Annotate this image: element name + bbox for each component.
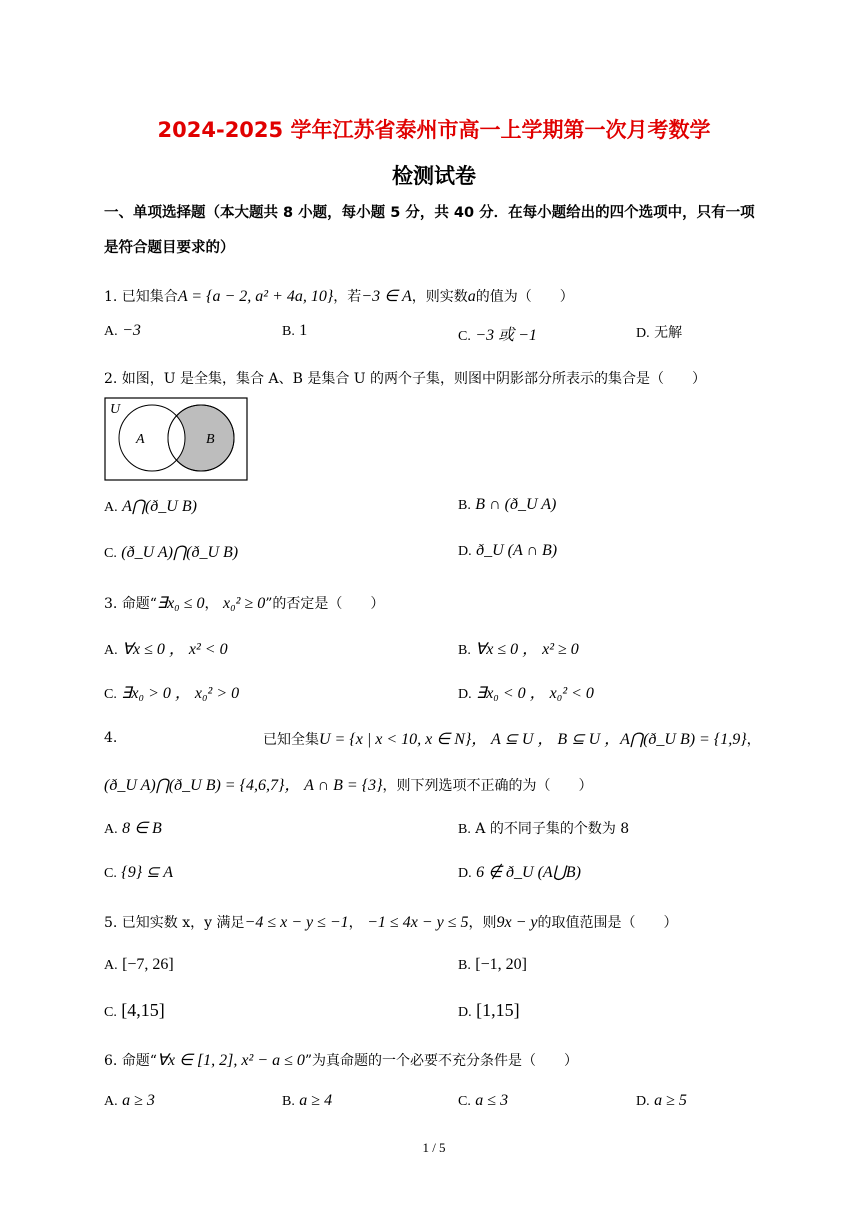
q1-prefix: 1. 已知集合 (104, 289, 178, 305)
q6-option-c: C. a ≤ 3 (458, 1092, 509, 1109)
document-title: 2024-2025 学年江苏省泰州市高一上学期第一次月考数学 (157, 118, 711, 142)
question-4-line1: 已知全集U = {x | x < 10, x ∈ N}， A ⊆ U ， B ⊆ U ，A⋂(ð_U B) = {1,9}， (263, 731, 761, 748)
q1-option-b: B. 1 (282, 322, 308, 339)
q3-condition-1: ∃x₀ ≤ 0 (156, 595, 205, 612)
q3-option-b: B. ∀x ≤ 0 ， x² ≥ 0 (458, 641, 579, 658)
q5-option-a: A. [−7, 26] (104, 956, 174, 973)
question-4-line2: (ð_U A)⋂(ð_U B) = {4,6,7}， A ∩ B = {3}，则下列选项不正确的为（ ） (104, 777, 593, 794)
q5-option-d: D. [1,15] (458, 1000, 520, 1020)
q3-condition-2: x₀² ≥ 0 (222, 595, 266, 612)
q2-option-a: A. A⋂(ð_U B) (104, 498, 197, 515)
q2-option-b: B. B ∩ (ð_U A) (458, 496, 557, 513)
q4-option-d: D. 6 ∉ ð_U (A⋃B) (458, 864, 581, 881)
question-3: 3. 命题“∃x₀ ≤ 0， x₀² ≥ 0”的否定是（ ） (104, 595, 385, 612)
q1-suffix: ，则实数 (411, 289, 468, 305)
venn-label-u: U (110, 402, 121, 417)
q4-condition-1: A⋂(ð_U B) = {1,9} (620, 731, 747, 748)
q1-option-c: C. −3 或 −1 (458, 327, 537, 344)
q5-condition-2: −1 ≤ 4x − y ≤ 5 (367, 914, 469, 931)
q6-option-d: D. a ≥ 5 (636, 1092, 687, 1109)
q4-condition-2: (ð_U A)⋂(ð_U B) = {4,6,7} (104, 777, 285, 794)
question-2: 2. 如图，U 是全集，集合 A、B 是集合 U 的两个子集，则图中阴影部分所表示的集合是（ ） (104, 371, 707, 387)
q3-option-a: A. ∀x ≤ 0 ， x² < 0 (104, 641, 228, 658)
q1-condition: −3 ∈ A (361, 288, 412, 305)
question-5: 5. 已知实数 x，y 满足−4 ≤ x − y ≤ −1， −1 ≤ 4x − y ≤ 5，则9x − y的取值范围是（ ） (104, 914, 678, 931)
q2-option-d: D. ð_U (A ∩ B) (458, 542, 558, 559)
q6-condition: ∀x ∈ [1, 2], x² − a ≤ 0 (156, 1052, 305, 1069)
question-6: 6. 命题“∀x ∈ [1, 2], x² − a ≤ 0”为真命题的一个必要不充分条件是（ ） (104, 1052, 579, 1069)
venn-label-a: A (136, 432, 145, 447)
q3-option-d: D. ∃x₀ < 0 ， x₀² < 0 (458, 685, 594, 702)
q1-middle: ，若 (333, 289, 362, 305)
q5-condition-1: −4 ≤ x − y ≤ −1 (244, 914, 349, 931)
q6-option-a: A. a ≥ 3 (104, 1092, 155, 1109)
q2-option-c: C. (ð_U A)⋂(ð_U B) (104, 544, 239, 561)
q5-option-c: C. [4,15] (104, 1000, 165, 1020)
page-number: 1 / 5 (422, 1140, 446, 1155)
q1-option-d: D. 无解 (636, 325, 683, 341)
q5-expression: 9x − y (496, 914, 538, 931)
q1-end: 的值为（ ） (475, 289, 574, 305)
q4-option-a: A. 8 ∈ B (104, 820, 162, 837)
q4-condition-3: ， A ∩ B = {3} (284, 777, 383, 794)
document-subtitle: 检测试卷 (392, 164, 476, 188)
q1-set: A = {a − 2, a² + 4a, 10} (177, 288, 334, 305)
q1-option-a: A. −3 (104, 322, 141, 339)
q4-universe: U = {x | x < 10, x ∈ N} (319, 731, 472, 748)
q1-variable: a (467, 288, 476, 305)
q3-option-c: C. ∃x₀ > 0 ， x₀² > 0 (104, 685, 240, 702)
question-1 (104, 286, 574, 306)
venn-label-b: B (206, 432, 215, 447)
question-4-number: 4. (104, 730, 118, 746)
section-heading: 一、单项选择题（本大题共 8 小题，每小题 5 分，共 40 分．在每小题给出的四个选项中，只有一项是符合题目要求的） (104, 205, 755, 256)
q5-option-b: B. [−1, 20] (458, 956, 527, 973)
q4-option-c: C. {9} ⊆ A (104, 864, 173, 881)
q6-option-b: B. a ≥ 4 (282, 1092, 333, 1109)
q4-option-b: B. A 的不同子集的个数为 8 (458, 821, 630, 837)
venn-diagram (104, 397, 248, 481)
